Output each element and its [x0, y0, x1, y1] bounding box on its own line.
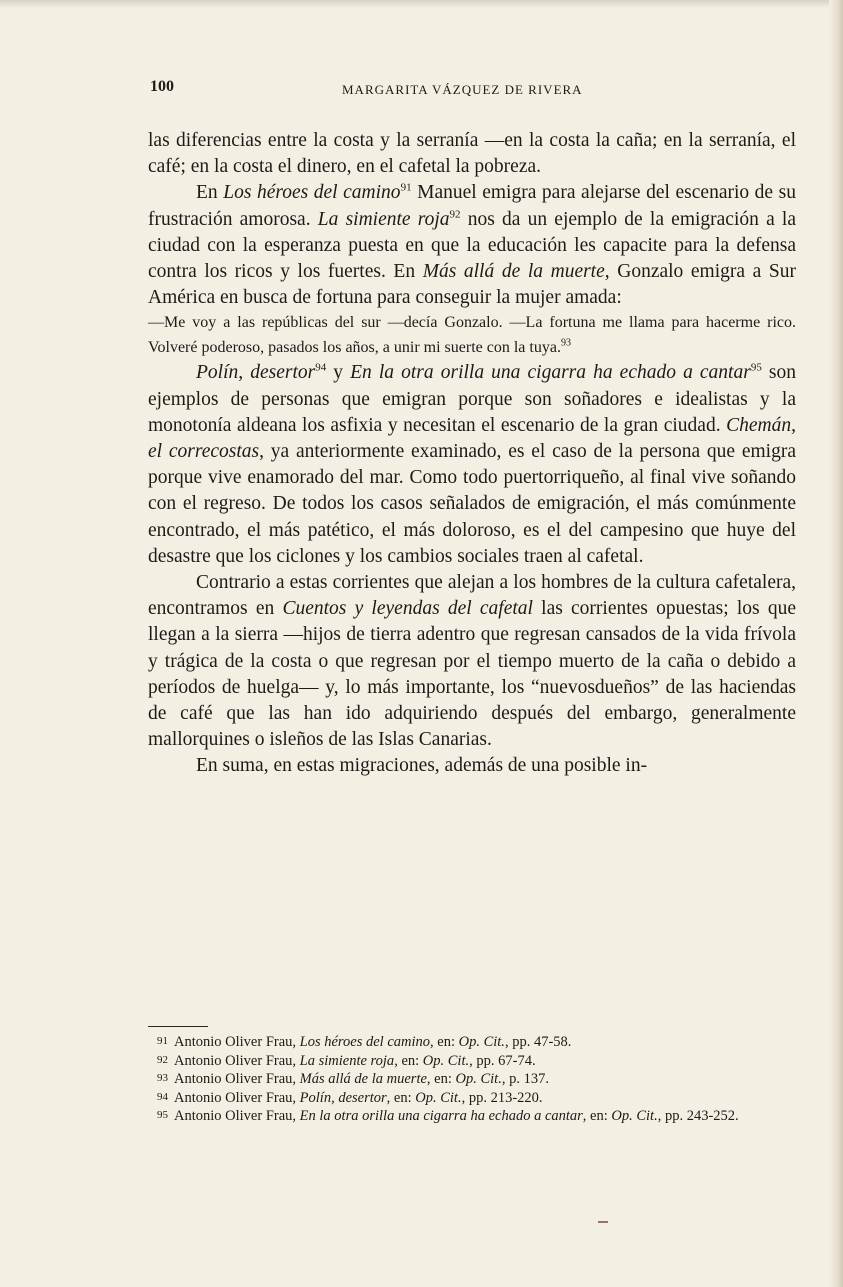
footnote-ref: 94: [315, 361, 327, 374]
footnote: 93 Antonio Oliver Frau, Más allá de la muerte, en: Op. Cit., p. 137.: [148, 1070, 796, 1089]
page-header: [150, 78, 725, 102]
work-title: La simiente roja: [317, 208, 450, 230]
work-title: En la otra orilla una cigarra ha echado a cantar: [350, 362, 751, 384]
paragraph-2: En Los héroes del camino$^{91}$ Manuel emigra para alejarse del escenario de su frustración amorosa. La simiente roja$^{92}$ nos da un ejemplo de la emigración a la ciudad con la esperanza puesta en que la educación les capacite para la defensa contra los ricos y los fuertes. En Más allá de la muerte, Gonzalo emigra a Sur América en busca de fortuna para conseguir la mujer amada:: [148, 181, 796, 309]
footnote-ref: 93: [560, 337, 571, 349]
footnote-number: 93: [157, 1072, 168, 1085]
paragraph-1: las diferencias entre la costa y la serranía —en la costa la caña; en la serranía, el café; en la costa el dinero, en el cafetal la pobreza.: [148, 130, 796, 178]
page-number: 100: [150, 78, 174, 95]
footnote-number: 91: [157, 1035, 168, 1047]
page-top-edge: [0, 0, 843, 8]
work-title: Polín, desertor: [196, 362, 316, 384]
block-quote: —Me voy a las repúblicas del sur —decía Gonzalo. —La fortuna me llama para hacerme rico. Volveré poderoso, pasados los años, a unir mi suerte con la tuya.$^{93}$: [148, 314, 796, 356]
work-title: Más allá de la muerte: [422, 261, 605, 283]
footnote-number: 94: [157, 1090, 168, 1103]
footnote-ref: 91: [400, 181, 412, 194]
footnote-number: 95: [157, 1109, 168, 1122]
footnotes: [148, 1033, 796, 1126]
body-text: [148, 128, 796, 780]
footnote-number: 92: [157, 1053, 168, 1066]
work-title: Chemán, el correcostas: [148, 414, 796, 463]
paragraph-3: Polín, desertor$^{94}$ y En la otra orilla una cigarra ha echado a cantar$^{95}$ son ejemplos de personas que emigran porque son soñadores e idealistas y la monotonía aldeana los asfixia y necesitan el escenario de la gran ciudad. Chemán, el correcostas, ya anteriormente examinado, es el caso de la persona que emigra porque vive enamorado del mar. Como todo puertorriqueño, al final vive soñando con el regreso. De todos los casos señalados de emigración, el más comúnmente encontrado, el más patético, el más doloroso, es el del campesino que huye del desastre que los ciclones y los cambios sociales traen al cafetal.: [148, 361, 797, 567]
work-title: Los héroes del camino: [223, 182, 401, 204]
ink-mark: [598, 1221, 608, 1223]
footnote: 92 Antonio Oliver Frau, La simiente roja, en: Op. Cit., pp. 67-74.: [148, 1052, 796, 1071]
page-right-edge: [829, 0, 843, 1287]
footnote-rule: [148, 1026, 208, 1027]
footnote-ref: 92: [449, 208, 461, 221]
footnote-ref: 95: [750, 361, 762, 374]
work-title: Cuentos y leyendas del cafetal: [282, 598, 533, 620]
footnote: 91 Antonio Oliver Frau, Los héroes del camino, en: Op. Cit., pp. 47-58.: [148, 1033, 796, 1052]
running-head: MARGARITA VÁZQUEZ DE RIVERA: [342, 82, 583, 97]
paragraph-4: Contrario a estas corrientes que alejan a los hombres de la cultura cafetalera, encontramos en Cuentos y leyendas del cafetal las corrientes opuestas; los que llegan a la sierra —hijos de tierra adentro que regresan cansados de la vida frívola y trágica de la costa o que regresan por el tiempo muerto de la caña o debido a períodos de huelga— y, lo más importante, los “nuevosdueños” de las haciendas de café que las han ido adquiriendo después del embargo, generalmente mallorquines o isleños de las Islas Canarias.: [148, 572, 796, 751]
footnote: 94 Antonio Oliver Frau, Polín, desertor, en: Op. Cit., pp. 213-220.: [148, 1089, 796, 1108]
paragraph-5: En suma, en estas migraciones, además de una posible in-: [196, 755, 648, 777]
footnote: 95 Antonio Oliver Frau, En la otra orilla una cigarra ha echado a cantar, en: Op. Cit., pp. 243-252.: [148, 1107, 796, 1126]
